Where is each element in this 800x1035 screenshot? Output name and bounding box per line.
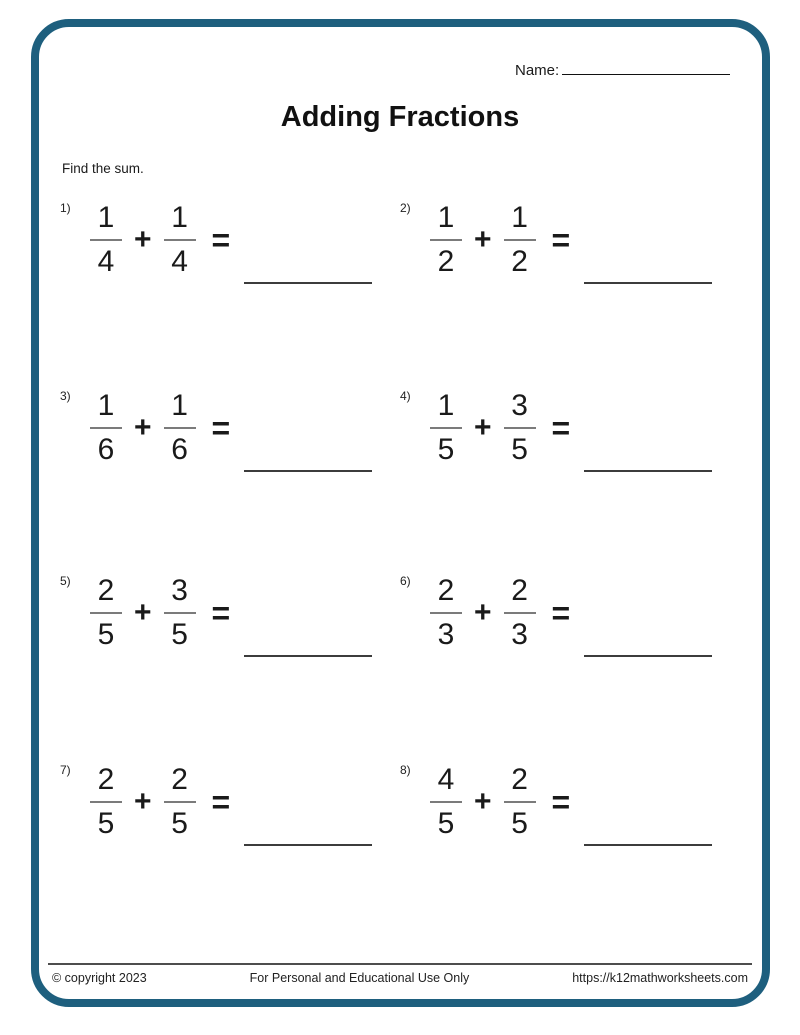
equals-sign: = — [551, 783, 571, 820]
problem-5 — [60, 573, 372, 653]
answer-blank[interactable] — [244, 844, 372, 846]
fraction-second — [503, 573, 537, 653]
fraction-second — [163, 762, 197, 842]
usage-text: For Personal and Educational Use Only — [249, 971, 470, 985]
problem-number: 3) — [60, 389, 71, 403]
problem-3 — [60, 388, 372, 468]
problem-number: 1) — [60, 201, 71, 215]
problem-number: 7) — [60, 763, 71, 777]
fraction-numerator: 1 — [437, 389, 455, 422]
problem-8 — [400, 762, 712, 842]
equals-sign: = — [211, 221, 231, 258]
fraction-bar — [90, 427, 122, 429]
fraction-denominator: 6 — [97, 433, 115, 466]
fraction-first — [89, 388, 123, 468]
fraction-denominator: 2 — [511, 245, 528, 278]
fraction-bar — [430, 239, 462, 241]
fraction-numerator: 2 — [437, 574, 455, 607]
answer-blank[interactable] — [584, 282, 712, 284]
plus-operator: + — [134, 223, 152, 256]
fraction-bar — [504, 801, 536, 803]
fraction-numerator: 1 — [97, 389, 115, 422]
fraction-bar — [430, 801, 462, 803]
fraction-first — [429, 573, 463, 653]
fraction-denominator: 2 — [437, 245, 455, 278]
fraction-numerator: 1 — [171, 201, 188, 234]
fraction-denominator: 6 — [171, 433, 188, 466]
equals-sign: = — [211, 409, 231, 446]
name-blank[interactable] — [562, 60, 730, 75]
fraction-bar — [430, 612, 462, 614]
answer-blank[interactable] — [244, 282, 372, 284]
fraction-numerator: 2 — [171, 763, 188, 796]
problem-number: 8) — [400, 763, 411, 777]
fraction-numerator: 4 — [437, 763, 455, 796]
fraction-second — [503, 762, 537, 842]
problem-4 — [400, 388, 712, 468]
fraction-numerator: 1 — [171, 389, 188, 422]
fraction-denominator: 5 — [511, 807, 528, 840]
fraction-numerator: 2 — [97, 574, 115, 607]
problem-6 — [400, 573, 712, 653]
equals-sign: = — [551, 594, 571, 631]
fraction-numerator: 1 — [97, 201, 115, 234]
instruction-text: Find the sum. — [62, 161, 144, 176]
fraction-numerator: 1 — [437, 201, 455, 234]
fraction-denominator: 4 — [171, 245, 188, 278]
fraction-bar — [430, 427, 462, 429]
problem-number: 6) — [400, 574, 411, 588]
fraction-denominator: 5 — [437, 807, 455, 840]
fraction-bar — [504, 239, 536, 241]
website-link[interactable]: https://k12mathworksheets.com — [572, 971, 748, 985]
fraction-bar — [504, 427, 536, 429]
problem-7 — [60, 762, 372, 842]
fraction-denominator: 5 — [511, 433, 528, 466]
fraction-denominator: 3 — [437, 618, 455, 651]
footer — [52, 971, 748, 985]
fraction-numerator: 2 — [511, 574, 528, 607]
plus-operator: + — [134, 785, 152, 818]
fraction-second — [503, 388, 537, 468]
name-row — [515, 60, 730, 79]
answer-blank[interactable] — [244, 470, 372, 472]
fraction-numerator: 3 — [511, 389, 528, 422]
fraction-first — [429, 762, 463, 842]
equals-sign: = — [551, 221, 571, 258]
fraction-denominator: 5 — [171, 807, 188, 840]
plus-operator: + — [474, 223, 492, 256]
fraction-bar — [90, 801, 122, 803]
problem-number: 4) — [400, 389, 411, 403]
fraction-second — [163, 200, 197, 280]
answer-blank[interactable] — [584, 844, 712, 846]
plus-operator: + — [474, 596, 492, 629]
fraction-bar — [164, 612, 196, 614]
problem-1 — [60, 200, 372, 280]
name-label: Name: — [515, 62, 560, 79]
fraction-denominator: 5 — [97, 807, 115, 840]
fraction-numerator: 1 — [511, 201, 528, 234]
equals-sign: = — [211, 783, 231, 820]
fraction-first — [89, 762, 123, 842]
fraction-second — [163, 388, 197, 468]
fraction-first — [429, 200, 463, 280]
plus-operator: + — [474, 411, 492, 444]
fraction-denominator: 5 — [437, 433, 455, 466]
equals-sign: = — [211, 594, 231, 631]
plus-operator: + — [474, 785, 492, 818]
equals-sign: = — [551, 409, 571, 446]
fraction-first — [89, 200, 123, 280]
fraction-denominator: 3 — [511, 618, 528, 651]
fraction-bar — [90, 239, 122, 241]
problem-number: 5) — [60, 574, 71, 588]
footer-divider — [48, 963, 752, 965]
problem-2 — [400, 200, 712, 280]
fraction-numerator: 2 — [511, 763, 528, 796]
plus-operator: + — [134, 596, 152, 629]
fraction-bar — [164, 427, 196, 429]
fraction-denominator: 4 — [97, 245, 115, 278]
fraction-first — [89, 573, 123, 653]
answer-blank[interactable] — [244, 655, 372, 657]
fraction-denominator: 5 — [97, 618, 115, 651]
fraction-bar — [504, 612, 536, 614]
page-title: Adding Fractions — [280, 101, 520, 133]
fraction-second — [163, 573, 197, 653]
fraction-bar — [164, 239, 196, 241]
plus-operator: + — [134, 411, 152, 444]
fraction-denominator: 5 — [171, 618, 188, 651]
fraction-bar — [90, 612, 122, 614]
problem-number: 2) — [400, 201, 411, 215]
fraction-numerator: 3 — [171, 574, 188, 607]
fraction-numerator: 2 — [97, 763, 115, 796]
fraction-second — [503, 200, 537, 280]
fraction-first — [429, 388, 463, 468]
fraction-bar — [164, 801, 196, 803]
copyright-text: © copyright 2023 — [52, 971, 147, 985]
answer-blank[interactable] — [584, 655, 712, 657]
answer-blank[interactable] — [584, 470, 712, 472]
